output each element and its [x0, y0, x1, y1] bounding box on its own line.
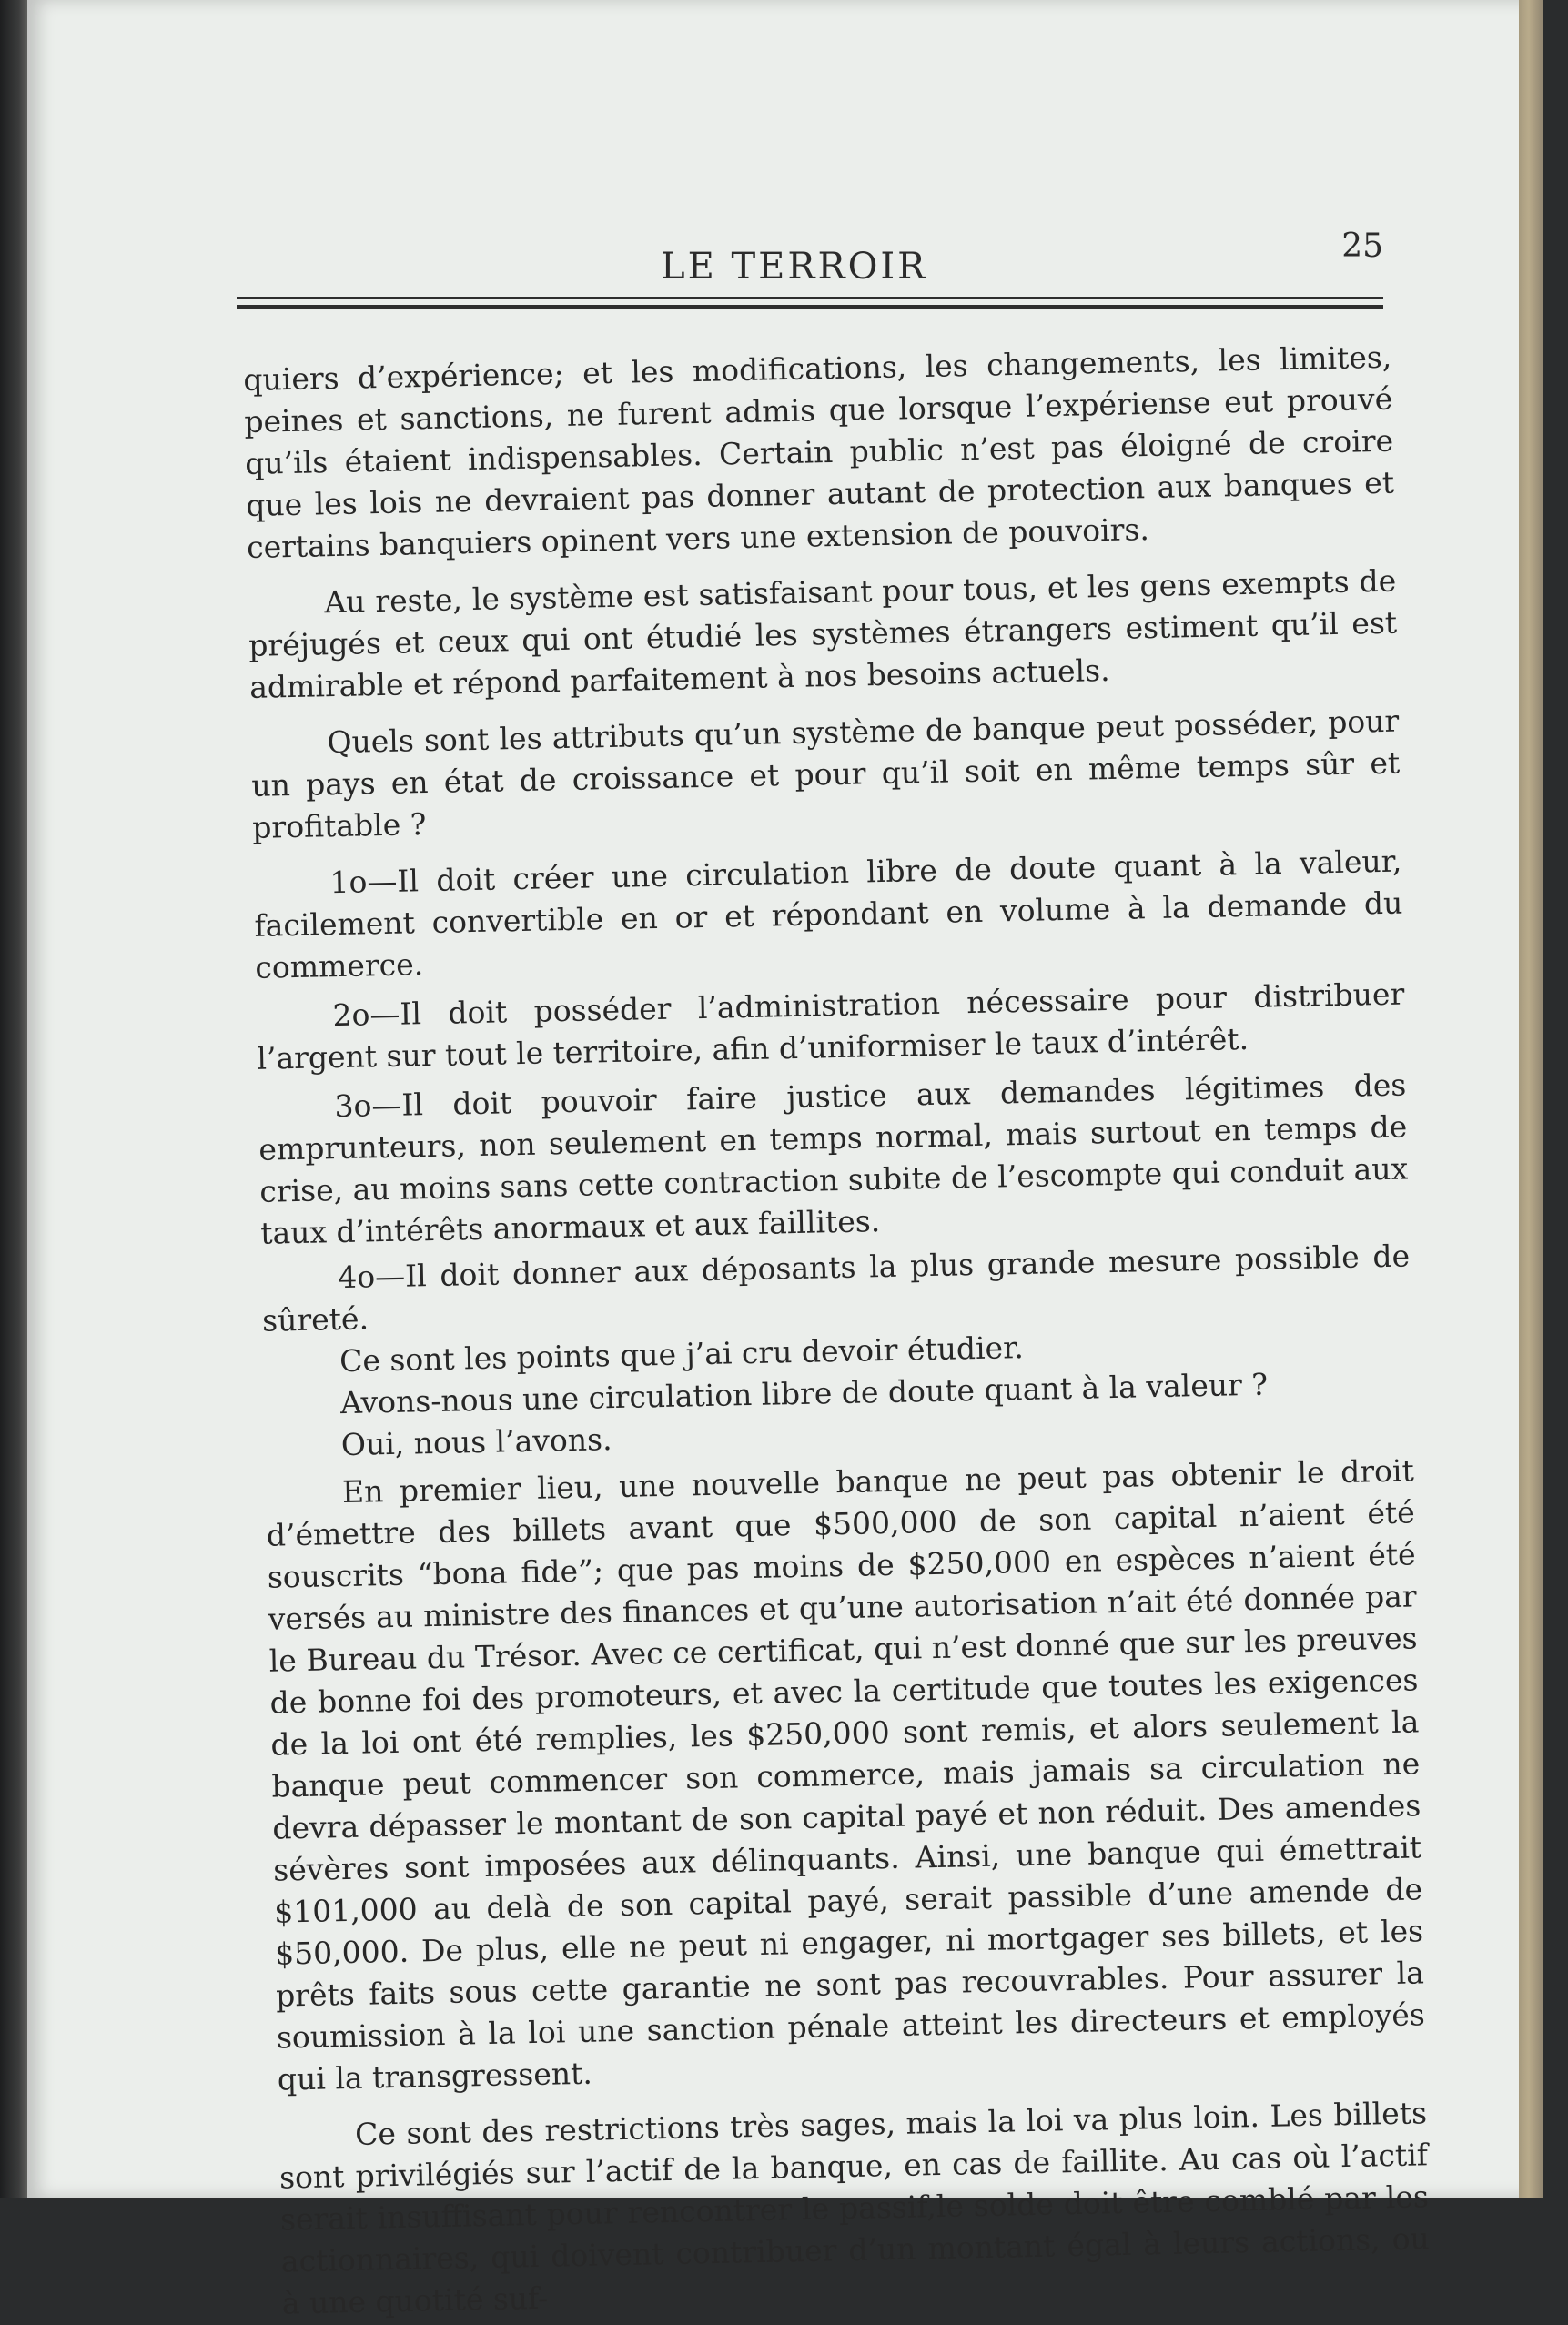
running-title: LE TERROIR: [661, 246, 928, 288]
header-rule-thin: [237, 297, 1383, 299]
paragraph: Ce sont les points que j’ai cru devoir étudier.: [339, 1329, 1025, 1380]
page-edge: [1519, 0, 1543, 2198]
list-item-4: 4o—Il doit donner aux déposants la plus grande mesure possible de sûreté.: [261, 1238, 1411, 1339]
page-number: 25: [1341, 227, 1383, 265]
paragraph: En premier lieu, une nouvelle banque ne peut pas obtenir le droit d’émettre des billets avant que $500,000 de son capital n’aient été souscrits “bona fide”; que pas moins de $250,000 en espèces n’aient été versés au ministre des finances et qu’une autorisation n’ait été donnée par le Bureau du Trésor. Avec ce certificat, qui n’est donné que sur les preuves de bonne foi des promoteurs, et avec la certitude que toutes les exigences de la loi ont été remplies, les $250,000 sont remis, et alors seulement la banque peut commencer son commerce, mais jamais sa circulation ne devra dépasser le montant de son capital payé et non réduit. Des amendes sévères sont imposées aux délinquants. Ainsi, une banque qui émettrait $101,000 au delà de son capital payé, serait passible d’une amende de $50,000. De plus, elle ne peut ni engager, ni mortgager ses billets, et les prêts faits sous cette garantie ne sont pas recouvrables. Pour assurer la soumission à la loi une sanction pénale atteint les directeurs et employés qui la transgressent.: [266, 1452, 1426, 2098]
paragraph-answer: Oui, nous l’avons.: [340, 1421, 612, 1463]
body-text: [243, 337, 1431, 2325]
page-header: [237, 227, 1383, 318]
header-rule-thick: [237, 305, 1383, 309]
paragraph: Ce sont des restrictions très sages, mais la loi va plus loin. Les billets sont privilégiés sur l’actif de la banque, en cas de faillite. Au cas où l’actif serait insuffisant pour rencontrer le passif,le solde doit être comblé par les actionnaires, qui doivent contribuer d’un montant égal à leurs actions, ou à une quotité suf-: [278, 2095, 1431, 2321]
book-spine-shadow: [0, 0, 31, 2198]
list-item-2: 2o—Il doit posséder l’administration nécessaire pour distribuer l’argent sur tout le territoire, afin d’uniformiser le taux d’intérêt.: [257, 975, 1405, 1077]
paragraph: Au reste, le système est satisfaisant pour tous, et les gens exempts de préjugés et ceux qui ont étudié les systèmes étrangers estiment qu’il est admirable et répond parfaitement à nos besoins actuels.: [248, 562, 1398, 705]
list-item-1: 1o—Il doit créer une circulation libre de doute quant à la valeur, facilement convertible en or et répondant en volume à la demande du commerce.: [254, 843, 1403, 986]
list-item-3: 3o—Il doit pouvoir faire justice aux demandes légitimes des emprunteurs, non seulement en temps normal, mais surtout en temps de crise, au moins sans cette contraction subite de l’escompte qui conduit aux taux d’intérêts anormaux et aux faillites.: [258, 1066, 1409, 1251]
paragraph-question: Avons-nous une circulation libre de doute quant à la valeur ?: [339, 1366, 1269, 1421]
paragraph: Quels sont les attributs qu’un système de banque peut posséder, pour un pays en état de croissance et pour qu’il soit en même temps sûr et profitable ?: [251, 703, 1401, 845]
paragraph-continuation: quiers d’expérience; et les modifications, les changements, les limites, peines et sanctions, ne furent admis que lorsque l’expériense eut prouvé qu’ils étaient indispensables. Certain public n’est pas éloigné de croire que les lois ne devraient pas donner autant de protection aux banques et certains banquiers opinent vers une extension de pouvoirs.: [243, 339, 1395, 565]
